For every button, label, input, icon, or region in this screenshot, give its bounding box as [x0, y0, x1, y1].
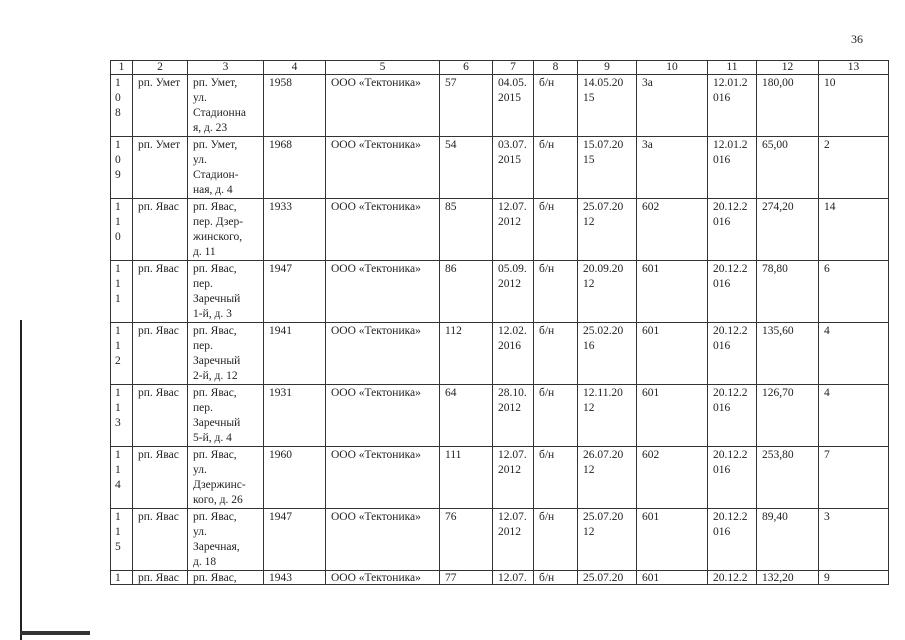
table-cell: 12.11.20 12: [578, 385, 637, 447]
table-cell: 111: [440, 447, 493, 509]
table-cell: 3: [819, 509, 889, 571]
table-cell: 25.02.20 16: [578, 323, 637, 385]
table-cell: 10: [819, 75, 889, 137]
column-header: 10: [637, 61, 708, 75]
table-cell: рп. Явас, ул. Заречная, д. 18: [188, 509, 264, 571]
table-cell: б/н: [534, 199, 578, 261]
scan-edge-shadow: [20, 320, 22, 640]
table-cell: 1 1 1: [111, 261, 133, 323]
table-cell: рп. Явас, пер. Дзер- жинского, д. 11: [188, 199, 264, 261]
table-cell: б/н: [534, 323, 578, 385]
table-cell: 76: [440, 509, 493, 571]
table-cell: 3а: [637, 75, 708, 137]
table-cell: 1: [111, 571, 133, 585]
column-header: 11: [708, 61, 757, 75]
table-cell: 126,70: [757, 385, 819, 447]
table-header-row: [111, 61, 889, 75]
table-cell: 1 0 9: [111, 137, 133, 199]
table-cell: 20.12.2 016: [708, 385, 757, 447]
table-cell: 78,80: [757, 261, 819, 323]
column-header: 12: [757, 61, 819, 75]
table-cell: 1 1 3: [111, 385, 133, 447]
table-cell: 7: [819, 447, 889, 509]
table-cell: рп. Умет: [133, 75, 188, 137]
table-row: [111, 199, 889, 261]
table-cell: 28.10. 2012: [493, 385, 534, 447]
table-cell: рп. Умет: [133, 137, 188, 199]
table-cell: рп. Явас: [133, 385, 188, 447]
table-cell: 57: [440, 75, 493, 137]
table-cell: 253,80: [757, 447, 819, 509]
table-row: [111, 385, 889, 447]
table-cell: 77: [440, 571, 493, 585]
scan-edge-mark: [20, 631, 90, 635]
table-cell: 274,20: [757, 199, 819, 261]
table-row: [111, 261, 889, 323]
table-cell: 1968: [264, 137, 326, 199]
table-cell: 20.12.2 016: [708, 509, 757, 571]
table-row: [111, 75, 889, 137]
table-cell: рп. Умет, ул. Стадионна я, д. 23: [188, 75, 264, 137]
table-cell: рп. Явас: [133, 509, 188, 571]
table-cell: 601: [637, 261, 708, 323]
table-cell: 1941: [264, 323, 326, 385]
table-cell: б/н: [534, 509, 578, 571]
table-cell: 12.07. 2012: [493, 199, 534, 261]
table-cell: 12.07. 2012: [493, 509, 534, 571]
table-cell: 25.07.20 12: [578, 199, 637, 261]
table-cell: 1933: [264, 199, 326, 261]
table-row: [111, 447, 889, 509]
page-number: 36: [851, 32, 863, 46]
table-cell: 1958: [264, 75, 326, 137]
table-cell: 135,60: [757, 323, 819, 385]
column-header: 6: [440, 61, 493, 75]
table-cell: 26.07.20 12: [578, 447, 637, 509]
table-cell: 601: [637, 509, 708, 571]
table-cell: 1 1 4: [111, 447, 133, 509]
table-cell: 601: [637, 385, 708, 447]
table-cell: ООО «Тектоника»: [326, 199, 440, 261]
table-cell: б/н: [534, 447, 578, 509]
table-cell: 1960: [264, 447, 326, 509]
table-cell: 1 1 2: [111, 323, 133, 385]
table-cell: 14: [819, 199, 889, 261]
table-cell: 20.12.2 016: [708, 323, 757, 385]
table-cell: 1947: [264, 261, 326, 323]
column-header: 1: [111, 61, 133, 75]
table-cell: 64: [440, 385, 493, 447]
table-cell: ООО «Тектоника»: [326, 261, 440, 323]
table-cell: рп. Явас: [133, 323, 188, 385]
table-cell: 20.12.2 016: [708, 447, 757, 509]
table-cell: 9: [819, 571, 889, 585]
table-cell: 3а: [637, 137, 708, 199]
table-row: [111, 571, 889, 585]
table-cell: 1 1 5: [111, 509, 133, 571]
table-cell: 1931: [264, 385, 326, 447]
table-row: [111, 509, 889, 571]
table-cell: 65,00: [757, 137, 819, 199]
column-header: 2: [133, 61, 188, 75]
table-cell: рп. Явас, пер. Заречный 2-й, д. 12: [188, 323, 264, 385]
table-cell: 20.09.20 12: [578, 261, 637, 323]
table-cell: 12.01.2 016: [708, 75, 757, 137]
table-cell: 6: [819, 261, 889, 323]
table-cell: 1943: [264, 571, 326, 585]
data-table: [110, 60, 889, 585]
table-cell: 14.05.20 15: [578, 75, 637, 137]
table-cell: 20.12.2 016: [708, 199, 757, 261]
table-cell: ООО «Тектоника»: [326, 385, 440, 447]
table-cell: 25.07.20 12: [578, 509, 637, 571]
table-cell: 12.02. 2016: [493, 323, 534, 385]
table-cell: рп. Явас: [133, 261, 188, 323]
table-cell: б/н: [534, 261, 578, 323]
table-cell: 601: [637, 323, 708, 385]
table-cell: 602: [637, 447, 708, 509]
table-cell: 4: [819, 385, 889, 447]
column-header: 3: [188, 61, 264, 75]
table-cell: 89,40: [757, 509, 819, 571]
table-row: [111, 137, 889, 199]
table-cell: б/н: [534, 385, 578, 447]
table-cell: 86: [440, 261, 493, 323]
table-cell: рп. Явас: [133, 571, 188, 585]
column-header: 7: [493, 61, 534, 75]
table-cell: 04.05. 2015: [493, 75, 534, 137]
table-cell: ООО «Тектоника»: [326, 509, 440, 571]
table-cell: 132,20: [757, 571, 819, 585]
table-cell: ООО «Тектоника»: [326, 137, 440, 199]
column-header: 4: [264, 61, 326, 75]
table-cell: рп. Явас: [133, 199, 188, 261]
table-cell: 20.12.2 016: [708, 261, 757, 323]
table-cell: 25.07.20: [578, 571, 637, 585]
table-cell: б/н: [534, 571, 578, 585]
table-cell: рп. Явас, пер. Заречный 1-й, д. 3: [188, 261, 264, 323]
table-cell: ООО «Тектоника»: [326, 323, 440, 385]
table-cell: 1947: [264, 509, 326, 571]
table-cell: рп. Явас, пер. Заречный 5-й, д. 4: [188, 385, 264, 447]
table-cell: 12.07. 2012: [493, 447, 534, 509]
table-cell: 601: [637, 571, 708, 585]
table-row: [111, 323, 889, 385]
table-cell: рп. Умет, ул. Стадион- ная, д. 4: [188, 137, 264, 199]
column-header: 13: [819, 61, 889, 75]
table-cell: 15.07.20 15: [578, 137, 637, 199]
column-header: 9: [578, 61, 637, 75]
table-cell: 112: [440, 323, 493, 385]
table-cell: 180,00: [757, 75, 819, 137]
column-header: 5: [326, 61, 440, 75]
table-cell: 12.07.: [493, 571, 534, 585]
table-cell: 602: [637, 199, 708, 261]
table-cell: б/н: [534, 75, 578, 137]
table-cell: 4: [819, 323, 889, 385]
table-cell: 20.12.2: [708, 571, 757, 585]
table-cell: 54: [440, 137, 493, 199]
table-cell: б/н: [534, 137, 578, 199]
table-cell: ООО «Тектоника»: [326, 75, 440, 137]
column-header: 8: [534, 61, 578, 75]
table-cell: 1 0 8: [111, 75, 133, 137]
table-cell: 03.07. 2015: [493, 137, 534, 199]
table-cell: ООО «Тектоника»: [326, 447, 440, 509]
table-cell: 2: [819, 137, 889, 199]
table-cell: рп. Явас,: [188, 571, 264, 585]
table-cell: 12.01.2 016: [708, 137, 757, 199]
table-cell: 85: [440, 199, 493, 261]
table-cell: ООО «Тектоника»: [326, 571, 440, 585]
table-cell: рп. Явас: [133, 447, 188, 509]
table-cell: 1 1 0: [111, 199, 133, 261]
table-cell: 05.09. 2012: [493, 261, 534, 323]
table-cell: рп. Явас, ул. Дзержинс- кого, д. 26: [188, 447, 264, 509]
